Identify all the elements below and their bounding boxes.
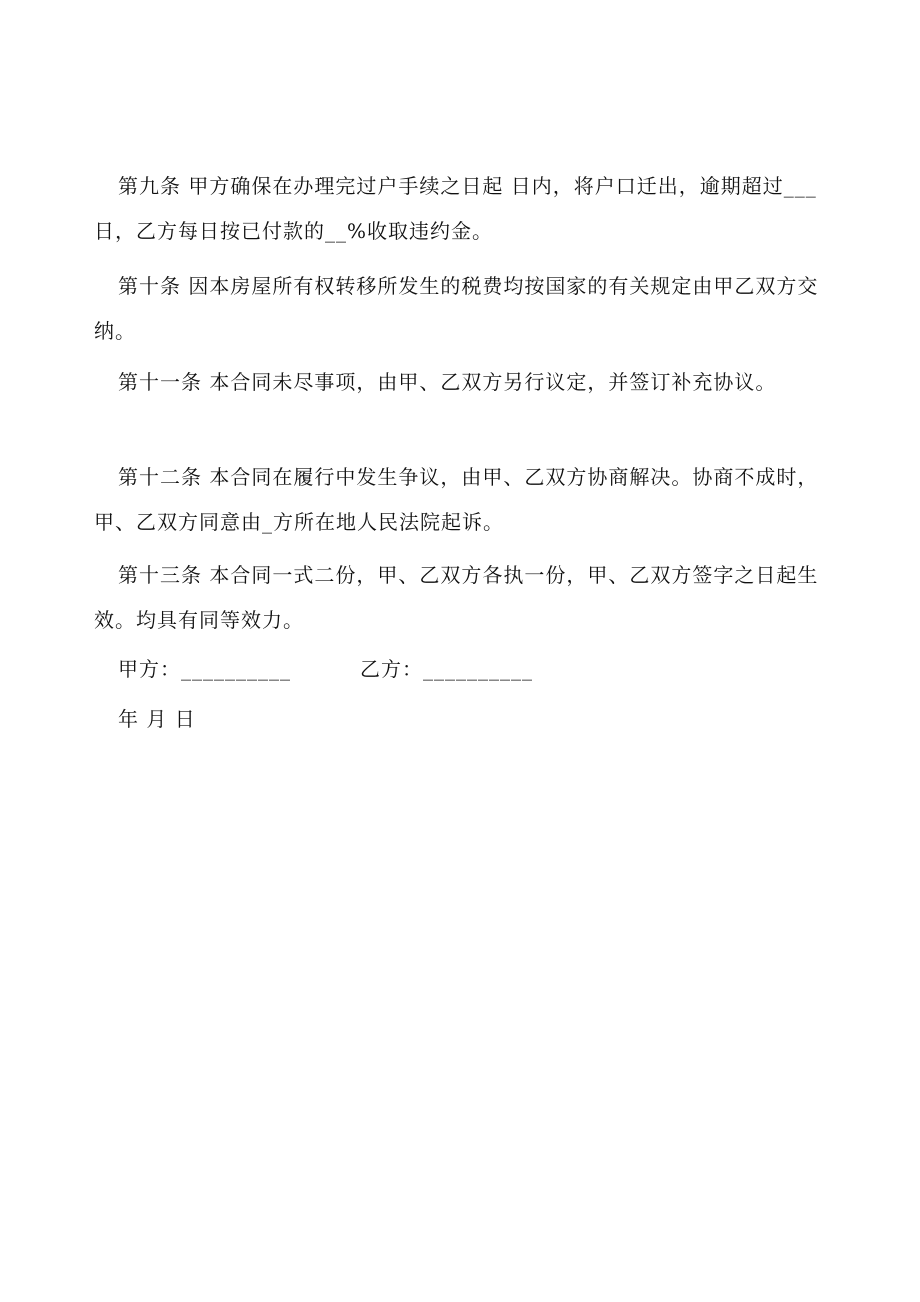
article-11-paragraph: 第十一条 本合同未尽事项，由甲、乙双方另行议定，并签订补充协议。 <box>118 370 777 394</box>
article-10-paragraph: 第十条 因本房屋所有权转移所发生的税费均按国家的有关规定由甲乙双方交纳。 <box>94 274 819 343</box>
article-12-paragraph: 第十二条 本合同在履行中发生争议，由甲、乙双方协商解决。协商不成时，甲、乙双方同意由_方所在地人民法院起诉。 <box>94 465 819 534</box>
party-a-signature-line: 甲方：__________ <box>118 657 291 681</box>
party-b-signature-line: 乙方：__________ <box>360 657 533 681</box>
article-9-paragraph: 第九条 甲方确保在办理完过户手续之日起 日内，将户口迁出，逾期超过___日，乙方每日按已付款的__%收取违约金。 <box>94 174 817 243</box>
article-13-paragraph: 第十三条 本合同一式二份，甲、乙双方各执一份，甲、乙双方签字之日起生效。均具有同等效力。 <box>94 563 819 632</box>
date-line: 年 月 日 <box>118 707 196 731</box>
